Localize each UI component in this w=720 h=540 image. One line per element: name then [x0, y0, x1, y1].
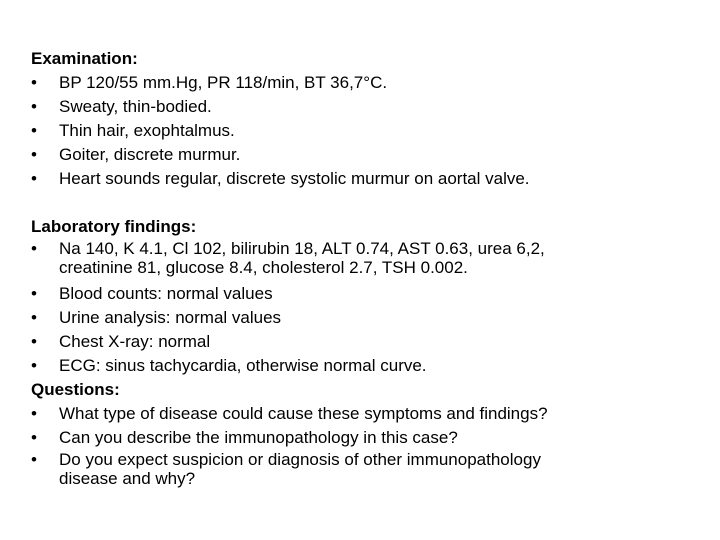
bullet-icon: •	[31, 404, 37, 423]
bullet-icon: •	[31, 308, 37, 327]
laboratory-item-urine: Urine analysis: normal values	[59, 308, 282, 327]
laboratory-title: Laboratory findings:	[31, 217, 197, 236]
bullet-icon: •	[31, 121, 37, 140]
list-item	[31, 119, 701, 143]
list-item	[31, 426, 701, 450]
bullet-icon: •	[31, 356, 37, 375]
list-item	[31, 306, 701, 330]
bullet-icon: •	[31, 284, 37, 303]
questions-title: Questions:	[31, 380, 120, 399]
laboratory-item-chemistry-line1: Na 140, K 4.1, Cl 102, bilirubin 18, ALT 0.74, AST 0.63, urea 6,2,	[59, 239, 545, 258]
examination-title: Examination:	[31, 49, 138, 68]
bullet-icon: •	[31, 97, 37, 116]
list-item	[31, 330, 701, 354]
examination-item-goiter: Goiter, discrete murmur.	[59, 145, 241, 164]
examination-item-habitus: Sweaty, thin-bodied.	[59, 97, 212, 116]
slide-content	[31, 47, 701, 493]
question-item-disease: What type of disease could cause these symptoms and findings?	[59, 404, 548, 423]
section-spacer	[31, 191, 701, 215]
list-item	[31, 143, 701, 167]
bullet-icon: •	[31, 145, 37, 164]
bullet-icon: •	[31, 450, 37, 469]
bullet-icon: •	[31, 239, 37, 258]
examination-list	[31, 71, 701, 191]
bullet-icon: •	[31, 73, 37, 92]
laboratory-item-blood: Blood counts: normal values	[59, 284, 273, 303]
list-item	[31, 402, 701, 426]
laboratory-item-xray: Chest X-ray: normal	[59, 332, 211, 351]
laboratory-item-ecg: ECG: sinus tachycardia, otherwise normal curve.	[59, 356, 427, 375]
examination-item-hair-eyes: Thin hair, exophtalmus.	[59, 121, 235, 140]
laboratory-item-chemistry-line2: creatinine 81, glucose 8.4, cholesterol 2.7, TSH 0.002.	[59, 258, 468, 277]
laboratory-list	[31, 239, 701, 378]
bullet-icon: •	[31, 428, 37, 447]
list-item	[31, 71, 701, 95]
question-item-other-line2: disease and why?	[59, 469, 196, 488]
examination-item-heart: Heart sounds regular, discrete systolic murmur on aortal valve.	[59, 169, 530, 188]
list-item	[31, 354, 701, 378]
questions-list	[31, 402, 701, 488]
list-item	[31, 167, 701, 191]
list-item	[31, 450, 701, 488]
question-item-immunopathology: Can you describe the immunopathology in this case?	[59, 428, 458, 447]
list-item	[31, 95, 701, 119]
list-item	[31, 282, 701, 306]
question-item-other-line1: Do you expect suspicion or diagnosis of other immunopathology	[59, 450, 541, 469]
bullet-icon: •	[31, 332, 37, 351]
list-item	[31, 239, 701, 277]
bullet-icon: •	[31, 169, 37, 188]
examination-item-vitals: BP 120/55 mm.Hg, PR 118/min, BT 36,7°C.	[59, 73, 388, 92]
